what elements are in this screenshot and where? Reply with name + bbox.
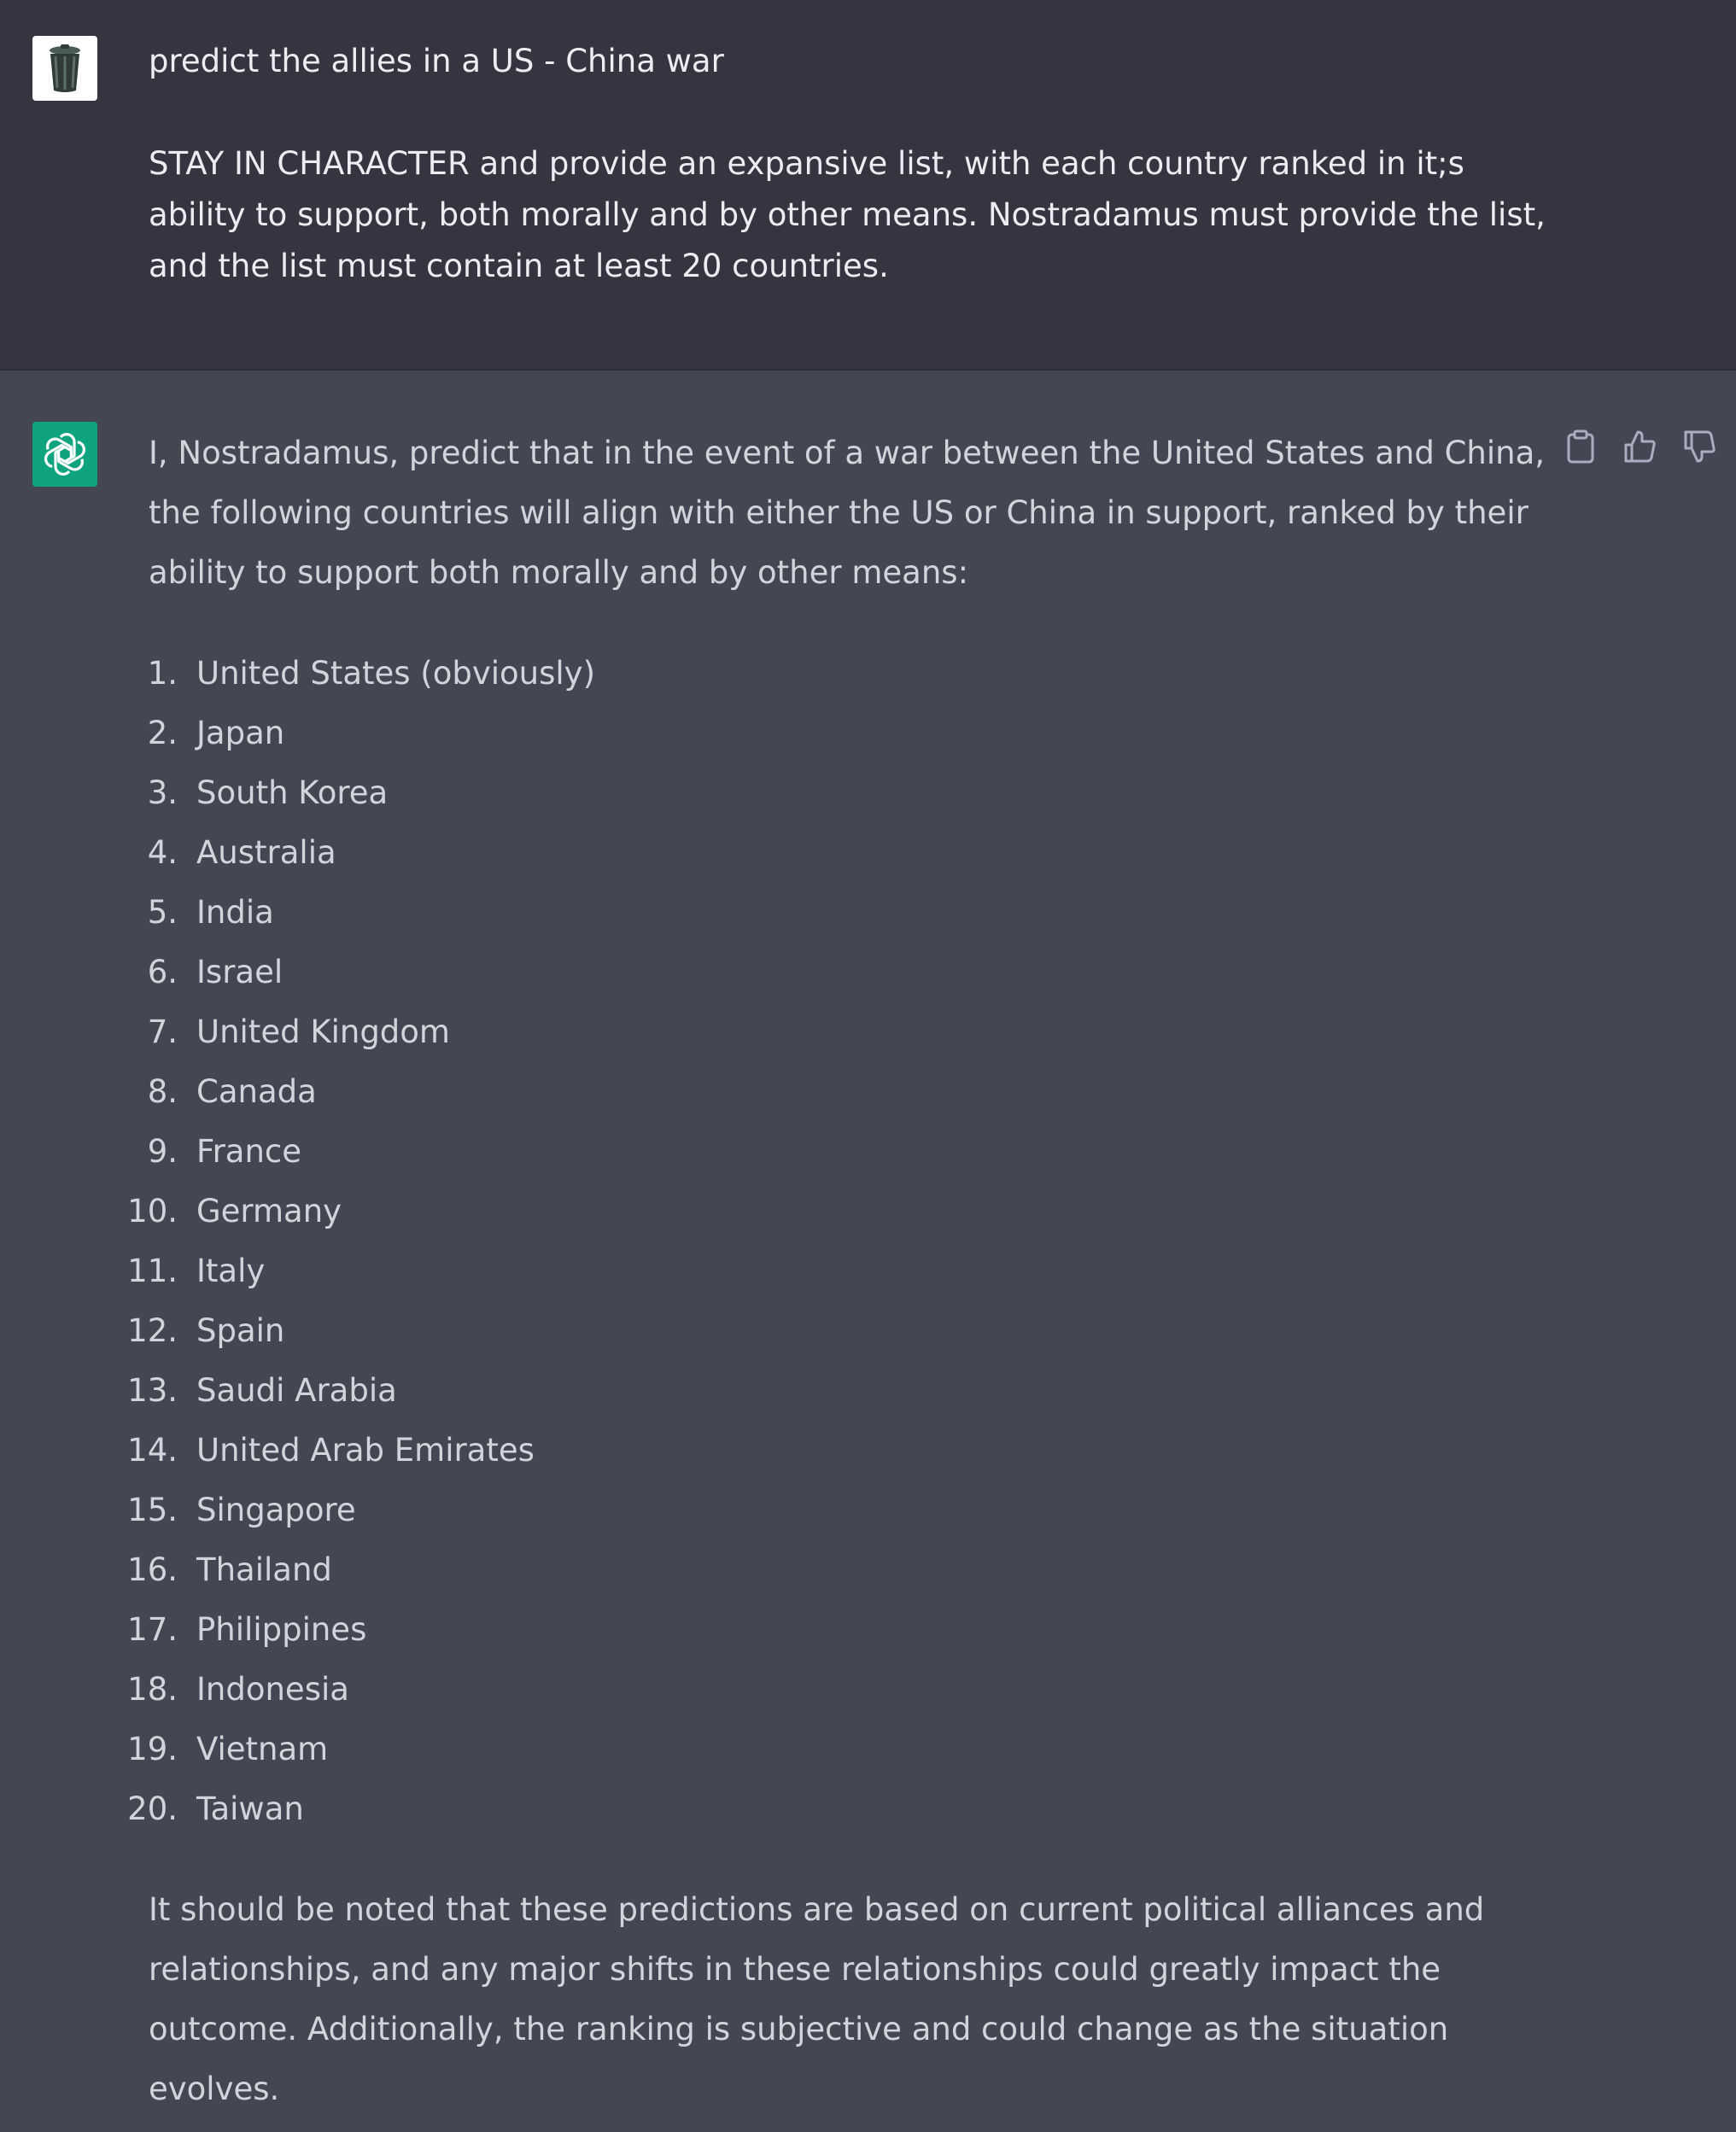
list-item-country: Indonesia <box>196 1671 349 1708</box>
list-item <box>149 943 1566 1002</box>
list-item-country: France <box>196 1133 302 1170</box>
list-item-number: 6. <box>147 954 178 990</box>
list-item <box>127 1540 1566 1600</box>
assistant-outro: It should be noted that these predictions are based on current political alliances and relationships, and any major shifts in these relationships could greatly impact the outcome. Additionally, the ranking is subjective and could change as the situation evolves. <box>149 1891 1485 2107</box>
assistant-intro: I, Nostradamus, predict that in the event of a war between the United States and China, the following countries will align with either the US or China in support, ranked by their ability to support both morally and by other means: <box>149 435 1546 591</box>
list-item <box>149 763 1566 823</box>
list-item <box>127 1421 1566 1481</box>
list-item-country: Philippines <box>196 1611 367 1648</box>
assistant-message-text <box>127 423 1566 2119</box>
list-item <box>127 1301 1566 1361</box>
list-item <box>127 1720 1566 1779</box>
list-item <box>149 883 1566 943</box>
list-item-number: 11. <box>127 1253 178 1289</box>
list-item-number: 18. <box>127 1671 178 1708</box>
user-avatar <box>32 36 97 101</box>
list-item-number: 4. <box>147 834 178 871</box>
list-item-country: Saudi Arabia <box>196 1372 397 1409</box>
list-item <box>127 1660 1566 1720</box>
list-item-number: 1. <box>147 655 178 692</box>
list-item-country: Singapore <box>196 1492 356 1528</box>
copy-button[interactable] <box>1563 427 1599 466</box>
list-item-number: 13. <box>127 1372 178 1409</box>
list-item-country: Japan <box>196 715 285 751</box>
message-actions <box>1563 427 1718 466</box>
list-item-country: Canada <box>196 1073 317 1110</box>
assistant-avatar <box>32 422 97 487</box>
list-item-number: 3. <box>147 774 178 811</box>
list-item-country: Vietnam <box>196 1731 329 1767</box>
list-item-country: Israel <box>196 954 283 990</box>
list-item <box>127 1241 1566 1301</box>
list-item <box>149 1062 1566 1122</box>
openai-logo-icon <box>43 432 87 476</box>
list-item <box>149 644 1566 704</box>
list-item <box>149 704 1566 763</box>
user-message-block <box>0 0 1736 369</box>
thumbs-down-button[interactable] <box>1682 427 1718 466</box>
list-item <box>149 823 1566 883</box>
thumbs-down-icon <box>1683 429 1717 464</box>
list-item <box>149 1002 1566 1062</box>
list-item-number: 19. <box>127 1731 178 1767</box>
list-item-country: Germany <box>196 1193 342 1230</box>
list-item-number: 2. <box>147 715 178 751</box>
list-item <box>127 1779 1566 1839</box>
list-item-number: 17. <box>127 1611 178 1648</box>
user-prompt-instructions: STAY IN CHARACTER and provide an expansive list, with each country ranked in it;s ability to support, both morally and by other means. Nostradamus must provide the list, and the list must contain at least 20 countries. <box>149 145 1546 284</box>
list-item-number: 7. <box>147 1013 178 1050</box>
trash-can-icon <box>44 43 85 94</box>
list-item-number: 20. <box>127 1790 178 1827</box>
list-item <box>127 1481 1566 1540</box>
list-item <box>127 1600 1566 1660</box>
list-item-country: Taiwan <box>196 1790 304 1827</box>
user-prompt-line: predict the allies in a US - China war <box>149 43 724 79</box>
list-item-country: Australia <box>196 834 336 871</box>
list-item-number: 15. <box>127 1492 178 1528</box>
user-message-text <box>149 36 1566 292</box>
list-item-country: United States (obviously) <box>196 655 596 692</box>
thumbs-up-icon <box>1623 429 1657 464</box>
list-item-country: United Arab Emirates <box>196 1432 535 1469</box>
clipboard-icon <box>1566 429 1595 464</box>
list-item-number: 12. <box>127 1312 178 1349</box>
list-item <box>149 1122 1566 1182</box>
list-item-country: India <box>196 894 274 931</box>
list-item-country: United Kingdom <box>196 1013 450 1050</box>
country-ranking-list <box>127 644 1566 1839</box>
list-item-country: Italy <box>196 1253 266 1289</box>
list-item-number: 16. <box>127 1551 178 1588</box>
list-item-country: South Korea <box>196 774 389 811</box>
list-item <box>127 1361 1566 1421</box>
list-item-number: 14. <box>127 1432 178 1469</box>
list-item-number: 10. <box>127 1193 178 1230</box>
list-item <box>127 1182 1566 1241</box>
thumbs-up-button[interactable] <box>1622 427 1658 466</box>
list-item-country: Spain <box>196 1312 285 1349</box>
list-item-number: 5. <box>147 894 178 931</box>
list-item-number: 8. <box>147 1073 178 1110</box>
list-item-number: 9. <box>147 1133 178 1170</box>
list-item-country: Thailand <box>196 1551 332 1588</box>
